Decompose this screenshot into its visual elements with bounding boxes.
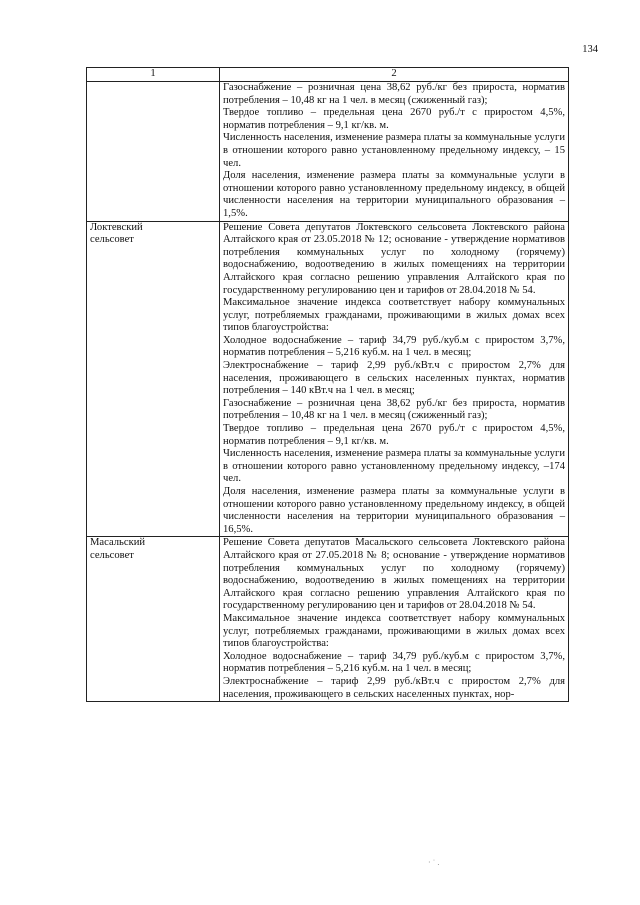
paragraph: Максимальное значение индекса соответствует набору коммунальных услуг, потребляемых гражданами, проживающими в жилых домах всех типов благоустройства: bbox=[223, 297, 565, 334]
municipality-name-line: Масальский bbox=[90, 537, 146, 549]
table-header-row bbox=[87, 68, 569, 82]
description-cell bbox=[220, 221, 569, 537]
paragraph: Максимальное значение индекса соответствует набору коммунальных услуг, потребляемых гражданами, проживающими в жилых домах всех типов благоустройства: bbox=[223, 612, 565, 650]
paragraph: Доля населения, изменение размера платы за коммунальные услуги в отношении которого равно установленному предельному индексу, в общей численности населения на территории муниципального образования – 16,5%. bbox=[223, 486, 565, 535]
document-table bbox=[86, 67, 569, 702]
paragraph: Решение Совета депутатов Локтевского сельсовета Локтевского района Алтайского края от 23.05.2018 № 12; основание - утверждение нормативов потребления коммунальных услуг по холодному (горячему) водоснабжению, водоотведению в жилых помещениях на территории Алтайского края согласно решению управления Алтайского края по государственному регулированию цен и тарифов от 28.04.2018 № 54. bbox=[223, 221, 565, 296]
paragraph: Численность населения, изменение размера платы за коммунальные услуги в отношении которого равно установленному предельному индексу, – 15 чел. bbox=[223, 132, 565, 169]
column-header-1: 1 bbox=[87, 68, 220, 82]
paragraph: Газоснабжение – розничная цена 38,62 руб./кг без прироста, норматив потребления – 10,48 кг на 1 чел. в месяц (сжиженный газ); bbox=[223, 397, 565, 422]
paragraph: Электроснабжение – тариф 2,99 руб./кВт.ч с приростом 2,7% для населения, проживающего в сельских населенных пунктах, нор- bbox=[223, 675, 565, 700]
municipality-cell bbox=[87, 221, 220, 537]
paragraph: Численность населения, изменение размера платы за коммунальные услуги в отношении которого равно установленному предельному индексу, –174 чел. bbox=[223, 448, 565, 485]
municipality-type-line: сельсовет bbox=[90, 234, 134, 246]
paragraph: Газоснабжение – розничная цена 38,62 руб./кг без прироста, норматив потребления – 10,48 кг на 1 чел. в месяц (сжиженный газ); bbox=[223, 82, 565, 106]
table-row bbox=[87, 537, 569, 702]
paragraph: Твердое топливо – предельная цена 2670 руб./т с приростом 4,5%, норматив потребления – 9,1 кг/кв. м. bbox=[223, 423, 565, 447]
page-number: 134 bbox=[582, 44, 598, 55]
paragraph: Доля населения, изменение размера платы за коммунальные услуги в отношении которого равно установленному предельному индексу, в общей численности населения на территории муниципального образования – 1,5%. bbox=[223, 170, 565, 219]
paragraph: Холодное водоснабжение – тариф 34,79 руб./куб.м с приростом 3,7%, норматив потребления – 5,216 куб.м. на 1 чел. в месяц; bbox=[223, 650, 565, 675]
description-cell bbox=[220, 82, 569, 222]
municipality-cell bbox=[87, 537, 220, 702]
table-row bbox=[87, 221, 569, 537]
municipality-cell bbox=[87, 82, 220, 222]
paragraph: Твердое топливо – предельная цена 2670 руб./т с приростом 4,5%, норматив потребления – 9,1 кг/кв. м. bbox=[223, 107, 565, 131]
paragraph: Холодное водоснабжение – тариф 34,79 руб./куб.м с приростом 3,7%, норматив потребления – 5,216 куб.м. на 1 чел. в месяц; bbox=[223, 334, 565, 359]
paragraph: Решение Совета депутатов Масальского сельсовета Локтевского района Алтайского края от 27.05.2018 № 8; основание - утверждение нормативов потребления коммунальных услуг по холодному (горячему) водоснабжению, водоотведению в жилых помещениях на территории Алтайского края согласно решению управления Алтайского края по государственному регулированию цен и тарифов от 28.04.2018 № 54. bbox=[223, 537, 565, 612]
scan-speck: · ˙ . bbox=[428, 858, 440, 867]
column-header-2: 2 bbox=[220, 68, 569, 82]
municipality-type-line: сельсовет bbox=[90, 549, 134, 561]
description-cell bbox=[220, 537, 569, 702]
table-row bbox=[87, 82, 569, 222]
municipality-name-line: Локтевский bbox=[90, 221, 143, 233]
paragraph: Электроснабжение – тариф 2,99 руб./кВт.ч с приростом 2,7% для населения, проживающего в сельских населенных пунктах, норматив потребления – 140 кВт.ч на 1 чел. в месяц; bbox=[223, 360, 565, 397]
